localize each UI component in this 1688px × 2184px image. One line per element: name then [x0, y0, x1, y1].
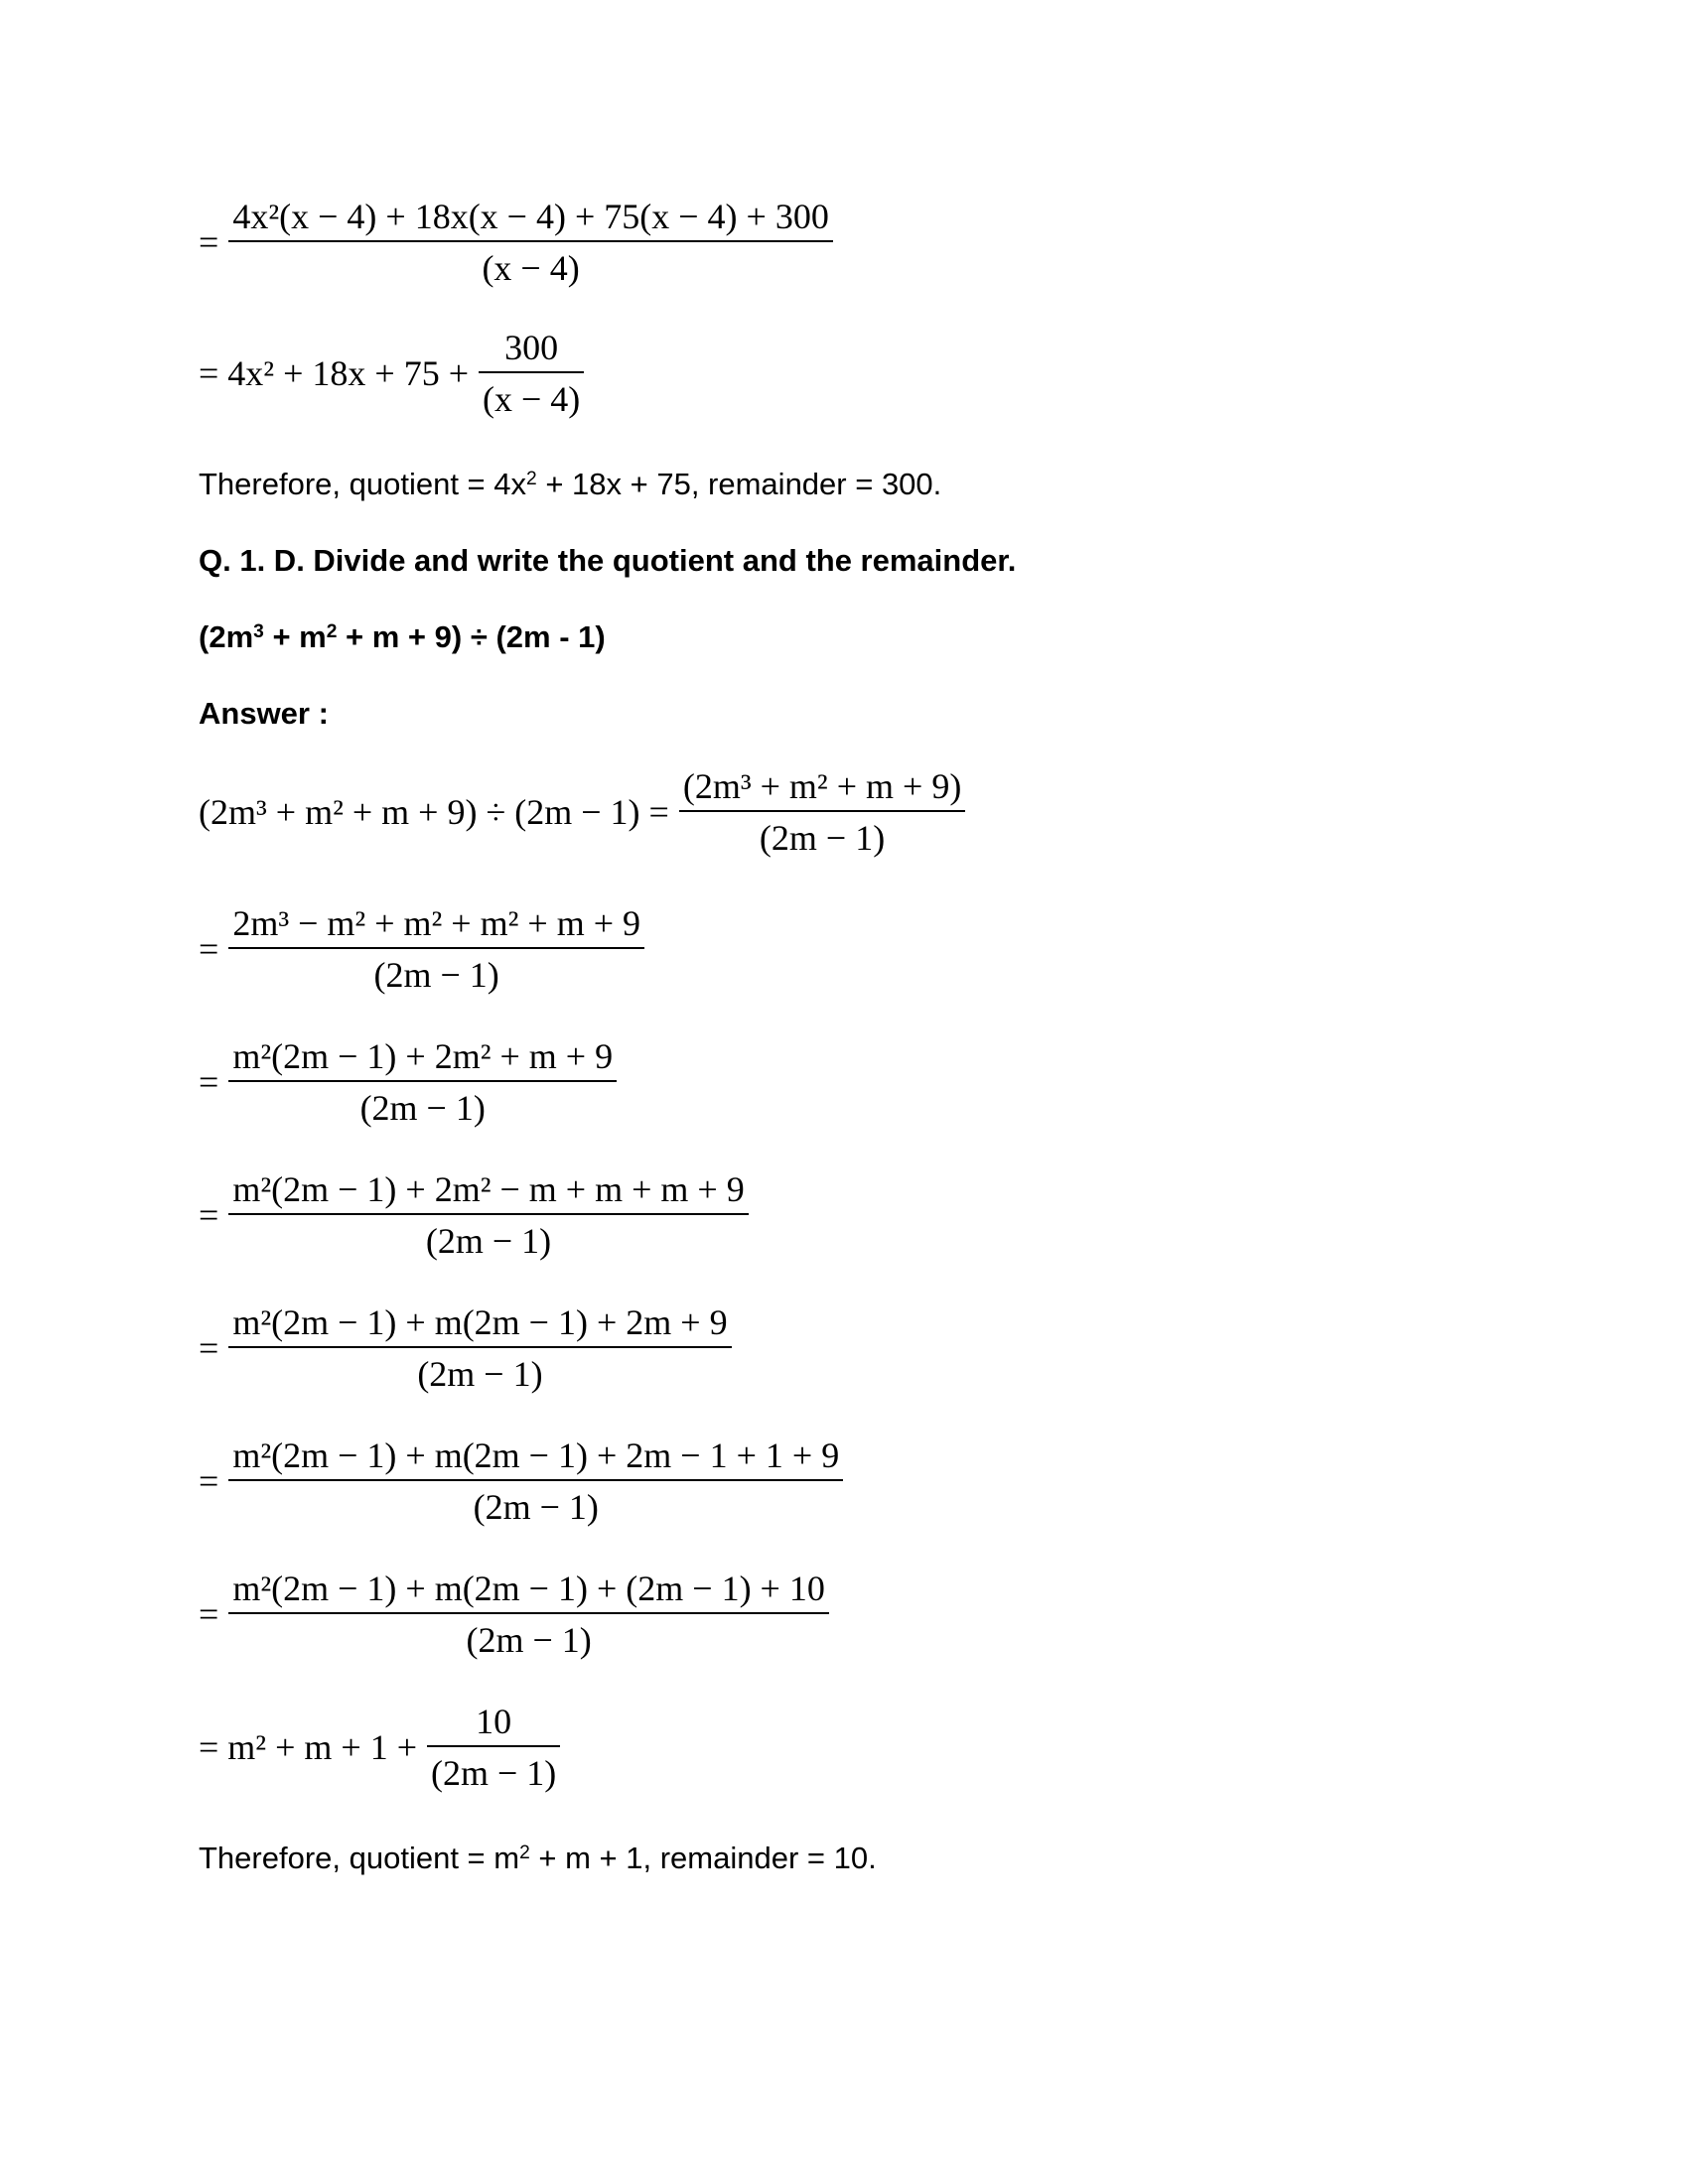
denominator: (x − 4)	[479, 371, 584, 417]
question-expression: $(2m^3 + m^2 + m + 9) \div (2m - 1)$	[199, 619, 606, 654]
equation-lead: =	[199, 1461, 219, 1501]
fraction	[479, 330, 584, 417]
fraction	[228, 199, 833, 286]
equation-lead: =	[199, 929, 219, 969]
equation-lead: (2m³ + m² + m + 9) ÷ (2m − 1) =	[199, 792, 669, 832]
numerator: m²(2m − 1) + m(2m − 1) + 2m − 1 + 1 + 9	[232, 1435, 840, 1475]
denominator: (2m − 1)	[228, 1080, 617, 1126]
fraction	[228, 905, 644, 993]
equation-lead: =	[199, 1195, 219, 1235]
fraction	[427, 1704, 560, 1791]
equation-lead: =	[199, 1594, 219, 1634]
equation-lead: =	[199, 1328, 219, 1368]
equation-lead: = 4x² + 18x + 75 +	[199, 353, 470, 393]
fraction	[228, 1437, 843, 1525]
equation-line	[199, 1704, 564, 1791]
equation-line	[199, 1304, 736, 1392]
denominator: (2m − 1)	[679, 810, 965, 856]
denominator: (2m − 1)	[427, 1745, 560, 1791]
equation-line	[199, 199, 837, 286]
numerator: 10	[476, 1702, 512, 1741]
question-heading: Q. 1. D. Divide and write the quotient and the remainder.	[199, 543, 1017, 578]
denominator: (2m − 1)	[228, 1479, 843, 1525]
numerator: 4x²(x − 4) + 18x(x − 4) + 75(x − 4) + 300	[232, 197, 829, 236]
equation-line	[199, 768, 969, 856]
numerator: m²(2m − 1) + 2m² − m + m + m + 9	[232, 1169, 745, 1209]
fraction	[228, 1304, 731, 1392]
numerator: m²(2m − 1) + m(2m − 1) + 2m + 9	[232, 1302, 728, 1342]
numerator: (2m³ + m² + m + 9)	[682, 766, 962, 806]
denominator: (x − 4)	[228, 240, 833, 286]
denominator: (2m − 1)	[228, 947, 644, 993]
denominator: (2m − 1)	[228, 1346, 731, 1392]
equation-line	[199, 905, 648, 993]
numerator: m²(2m − 1) + 2m² + m + 9	[232, 1036, 614, 1076]
numerator: 2m³ − m² + m² + m² + m + 9	[232, 903, 641, 943]
conclusion-text: Therefore, quotient = $4x^2 + 18x + 75$, remainder = 300.	[199, 467, 942, 501]
fraction	[228, 1038, 617, 1126]
fraction	[679, 768, 965, 856]
equation-lead: =	[199, 1062, 219, 1102]
conclusion-text: Therefore, quotient = $m^2 + m + 1$, remainder = 10.	[199, 1841, 877, 1875]
equation-line	[199, 1570, 833, 1658]
numerator: 300	[504, 328, 559, 367]
equation-line	[199, 1437, 847, 1525]
numerator: m²(2m − 1) + m(2m − 1) + (2m − 1) + 10	[232, 1569, 825, 1608]
equation-line	[199, 1171, 753, 1259]
denominator: (2m − 1)	[228, 1612, 829, 1658]
answer-label: Answer :	[199, 696, 329, 731]
equation-lead: = m² + m + 1 +	[199, 1727, 418, 1767]
fraction	[228, 1171, 748, 1259]
fraction	[228, 1570, 829, 1658]
equation-lead: =	[199, 222, 219, 262]
equation-line	[199, 330, 588, 417]
equation-line	[199, 1038, 621, 1126]
denominator: (2m − 1)	[228, 1213, 748, 1259]
